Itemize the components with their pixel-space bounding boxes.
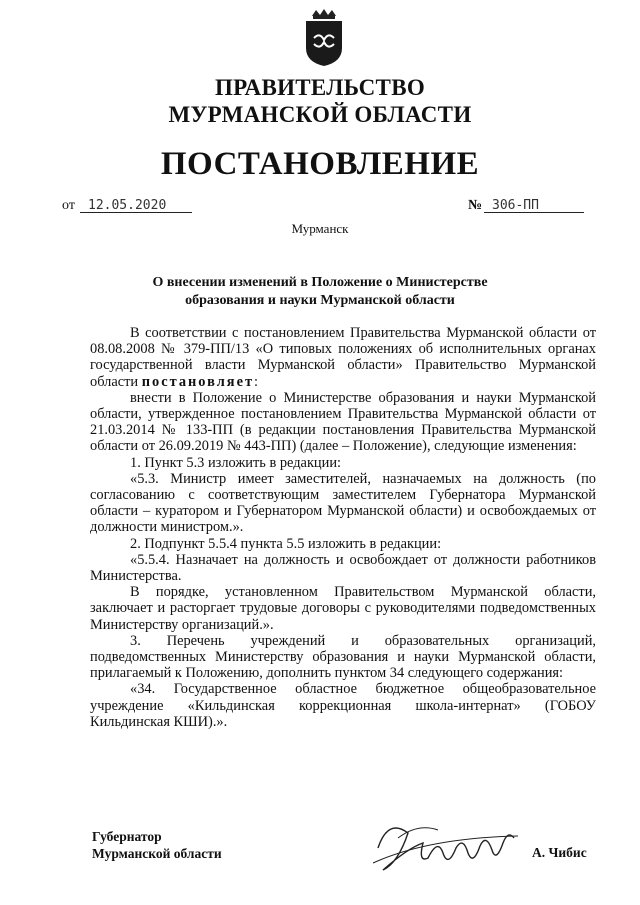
document-date: 12.05.2020 bbox=[88, 198, 167, 213]
org-name-line2: МУРМАНСКОЙ ОБЛАСТИ bbox=[168, 102, 472, 127]
paragraph-item3: 3. Перечень учреждений и образовательных организаций, подведомственных Министерству образования и науки Мурманской области, прилагаемый к Положению, дополнить пунктом 34 следующего содержания: bbox=[90, 632, 596, 682]
document-number: 306-ПП bbox=[492, 198, 539, 213]
paragraph-item1-text: «5.3. Министр имеет заместителей, назначаемых на должность (по согласованию с соответствующим заместителем Губернатора Мурманской области – куратором и Губернатором Мурманской области) и освобождаемых от должности министром.». bbox=[90, 470, 596, 536]
preamble-text: В соответствии с постановлением Правительства Мурманской области от 08.08.2008 № 379-ПП/13 «О типовых положениях об исполнительных органах государственной власти Мурманской области» Правительство Мурманской области bbox=[90, 325, 596, 390]
handwritten-signature-icon bbox=[368, 808, 528, 878]
number-label: № bbox=[468, 198, 483, 213]
signatory-name: А. Чибис bbox=[532, 845, 587, 860]
number-underline bbox=[484, 212, 584, 213]
signatory-position bbox=[92, 828, 222, 862]
paragraph-item2-text2: В порядке, установленном Правительством Мурманской области, заключает и расторгает трудовые договоры с руководителями подведомственных Министерству организаций.». bbox=[90, 584, 596, 633]
resolves-word: постановляет bbox=[141, 373, 255, 390]
position-line2: Мурманской области bbox=[92, 846, 222, 861]
title-line2: образования и науки Мурманской области bbox=[185, 293, 455, 308]
city-name: Мурманск bbox=[291, 221, 349, 236]
paragraph-amend: внести в Положение о Министерстве образования и науки Мурманской области, утвержденное постановлением Правительства Мурманской области от 21.03.2014 № 133-ПП (в редакции постановления Правительства Мурманской области от 26.09.2019 № 443-ПП) (далее – Положение), следующие изменения: bbox=[90, 389, 596, 455]
paragraph-item2: 2. Подпункт 5.5.4 пункта 5.5 изложить в редакции: bbox=[130, 535, 442, 552]
paragraph-item2-text: «5.5.4. Назначает на должность и освобождает от должности работников Министерства. bbox=[90, 551, 596, 585]
position-line1: Губернатор bbox=[92, 829, 162, 844]
document-title bbox=[100, 274, 540, 310]
coat-of-arms-icon bbox=[302, 8, 346, 68]
title-line1: О внесении изменений в Положение о Министерстве bbox=[152, 275, 488, 290]
paragraph-preamble bbox=[90, 325, 596, 390]
org-name-line1: ПРАВИТЕЛЬСТВО bbox=[214, 75, 426, 100]
date-underline bbox=[80, 212, 192, 213]
paragraph-item3-text: «34. Государственное областное бюджетное общеобразовательное учреждение «Кильдинская коррекционная школа-интернат» (ГОБОУ Кильдинская КШИ).». bbox=[90, 681, 596, 730]
date-label: от bbox=[62, 198, 75, 213]
preamble-colon: : bbox=[254, 373, 259, 390]
document-type: ПОСТАНОВЛЕНИЕ bbox=[160, 146, 480, 182]
document-body bbox=[90, 325, 596, 730]
paragraph-item1: 1. Пункт 5.3 изложить в редакции: bbox=[130, 454, 342, 471]
